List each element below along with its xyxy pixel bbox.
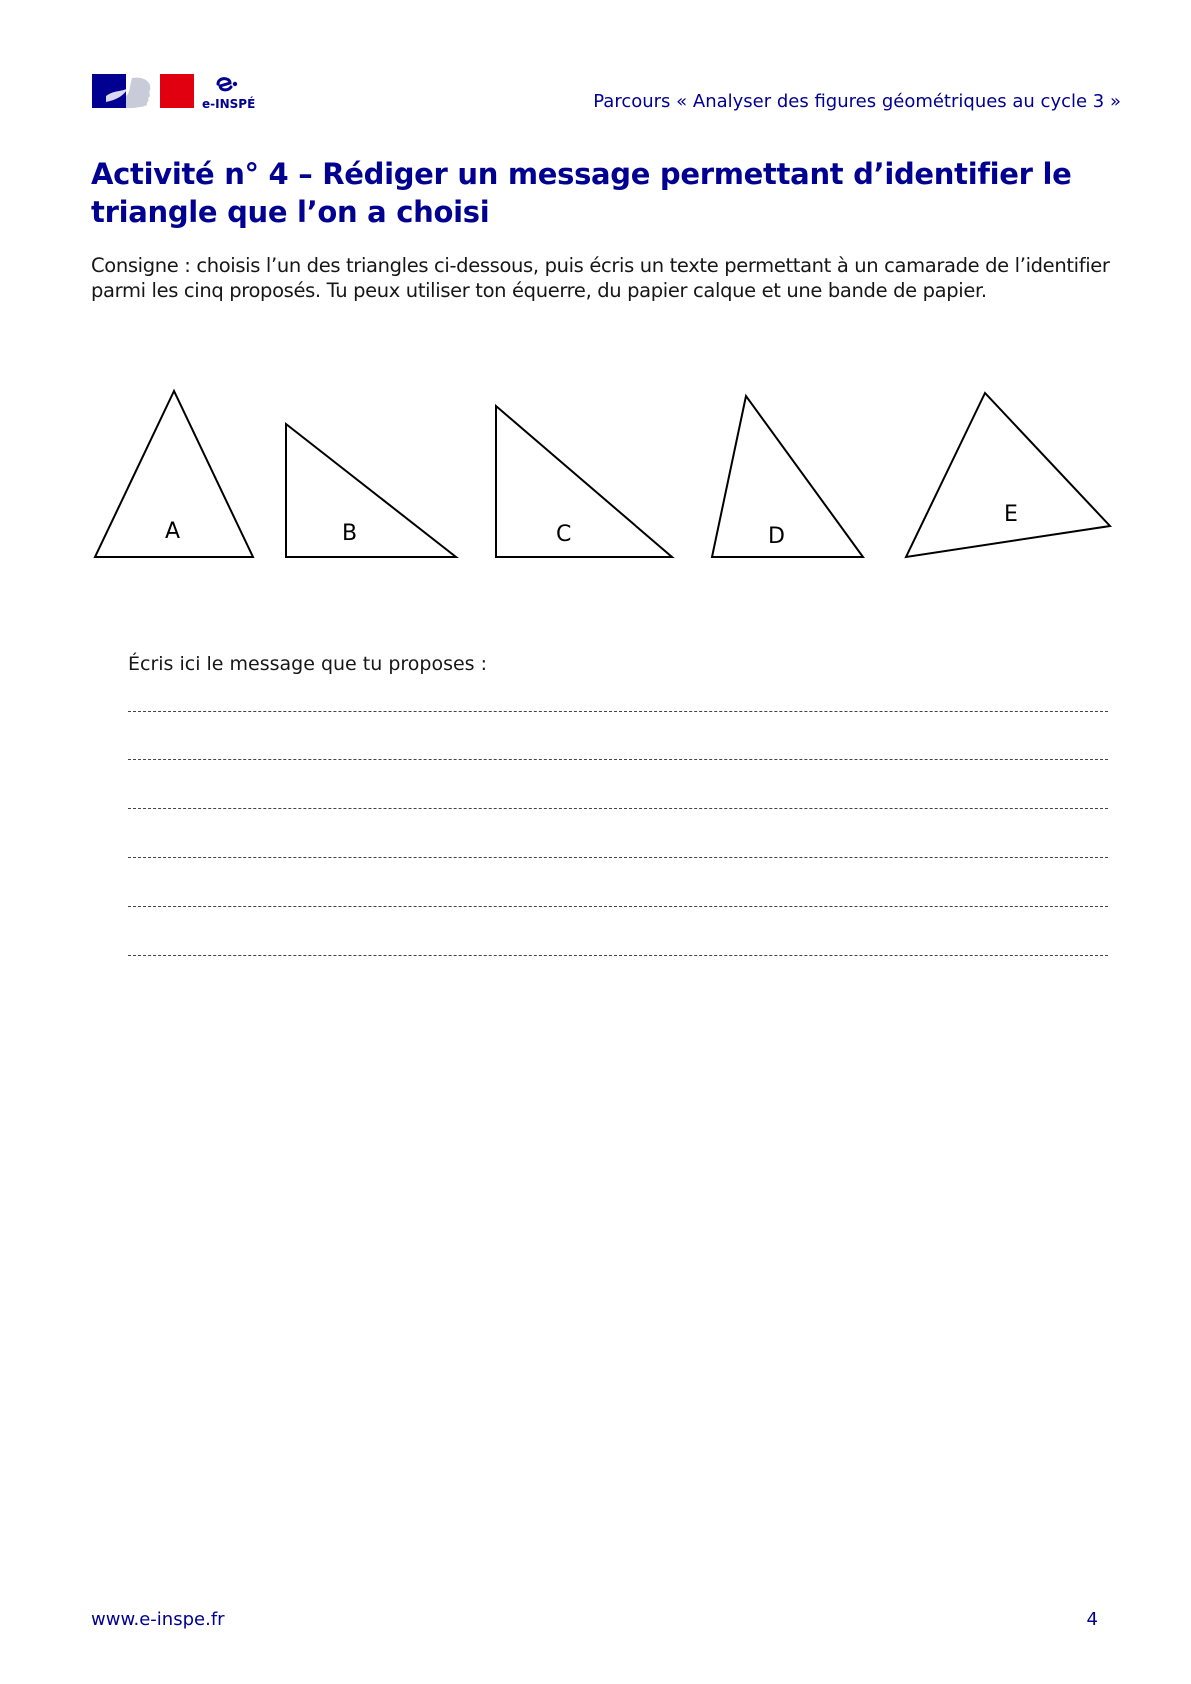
triangles-figure [0,380,1191,580]
triangle-c [496,406,672,557]
page-number: 4 [1086,1609,1098,1630]
answer-line[interactable] [128,808,1108,809]
einspe-e-mark-icon [218,79,231,90]
triangle-label-b: B [342,521,358,546]
einspe-dot-icon [233,82,237,86]
triangle-label-d: D [768,524,785,549]
triangle-label-e: E [1004,502,1018,527]
answer-line[interactable] [128,857,1108,858]
answer-line[interactable] [128,711,1108,712]
footer-url[interactable]: www.e-inspe.fr [91,1609,225,1630]
answer-line[interactable] [128,955,1108,956]
activity-title: Activité n° 4 – Rédiger un message permettant d’identifier le triangle que l’on a choisi [91,157,1072,229]
message-prompt: Écris ici le message que tu proposes : [128,653,488,675]
parcours-header: Parcours « Analyser des figures géométriques au cycle 3 » [593,91,1121,112]
republique-francaise-logo [92,74,268,114]
triangle-label-a: A [165,519,181,544]
triangle-b [286,424,456,557]
consigne-text: Consigne : choisis l’un des triangles ci-dessous, puis écris un texte permettant à un camarade de l’identifier parmi les cinq proposés. Tu peux utiliser ton équerre, du papier calque et une bande de papier. [91,254,1110,302]
einspe-logo-text: e-INSPÉ [202,97,256,111]
triangle-e [906,393,1110,557]
triangle-label-c: C [556,522,572,547]
answer-line[interactable] [128,759,1108,760]
triangle-d [712,396,863,557]
answer-line[interactable] [128,906,1108,907]
flag-red-band [160,74,194,108]
